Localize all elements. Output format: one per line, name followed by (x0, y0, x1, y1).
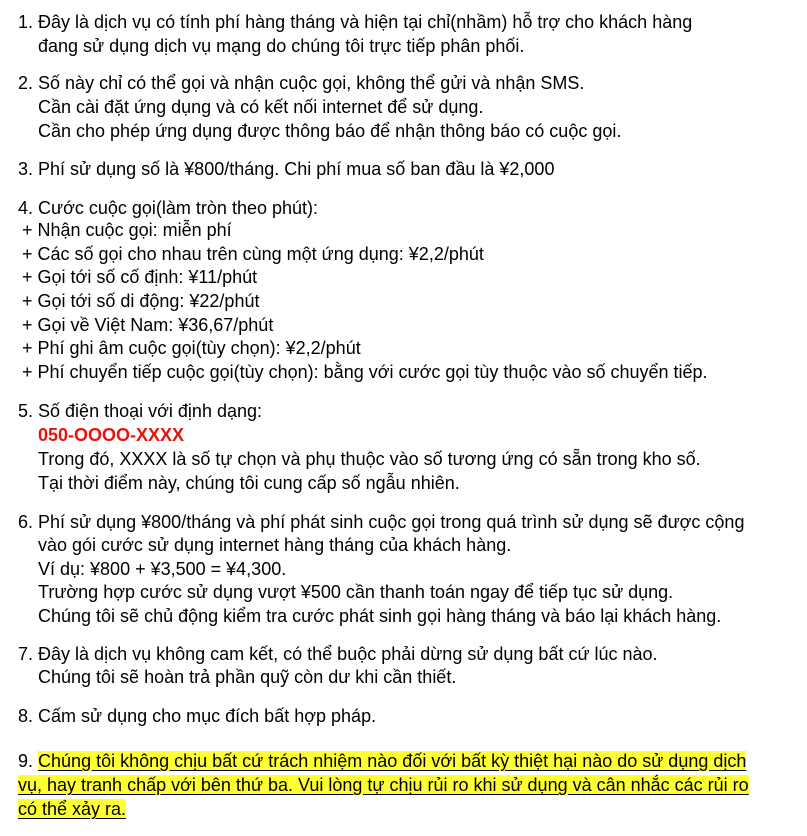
item-5-number: 5. (18, 401, 34, 421)
item-7-line-2: Chúng tôi sẽ hoàn trả phần quỹ còn dư khi cần thiết. (38, 667, 457, 687)
item-8-text: Cấm sử dụng cho mục đích bất hợp pháp. (38, 706, 377, 726)
item-7-number: 7. (18, 644, 34, 664)
item-8-line-1 (18, 704, 376, 728)
item-9-number: 9. (18, 751, 34, 771)
item-4-bullet-5: + Gọi về Việt Nam: ¥36,67/phút (22, 315, 274, 335)
item-9-line-1 (18, 749, 746, 773)
item-9-line-3 (18, 797, 126, 821)
item-1-line-1 (18, 10, 692, 34)
item-6-line-5: Chúng tôi sẽ chủ động kiểm tra cước phát sinh gọi hàng tháng và báo lại khách hàng. (38, 606, 722, 626)
item-4-bullet-4: + Gọi tới số di động: ¥22/phút (22, 291, 260, 311)
item-9-line-2 (18, 773, 749, 797)
item-3-text: Phí sử dụng số là ¥800/tháng. Chi phí mua số ban đầu là ¥2,000 (38, 159, 555, 179)
item-4-number: 4. (18, 198, 34, 218)
item-6-line-1 (18, 510, 744, 534)
item-4-line-1 (18, 196, 318, 220)
item-8-number: 8. (18, 706, 34, 726)
item-5-line-3: Trong đó, XXXX là số tự chọn và phụ thuộc vào số tương ứng có sẵn trong kho số. (38, 449, 701, 469)
item-4-bullet-1: + Nhận cuộc gọi: miễn phí (22, 220, 232, 240)
item-6-number: 6. (18, 512, 34, 532)
item-4-bullet-6: + Phí ghi âm cuộc gọi(tùy chọn): ¥2,2/phút (22, 338, 361, 358)
phone-format-code: 050-OOOO-XXXX (38, 425, 185, 445)
item-7-text: Đây là dịch vụ không cam kết, có thể buộc phải dừng sử dụng bất cứ lúc nào. (38, 644, 658, 664)
item-2-line-3: Cần cho phép ứng dụng được thông báo để nhận thông báo có cuộc gọi. (38, 121, 622, 141)
disclaimer-highlight-2: vụ, hay tranh chấp với bên thứ ba. Vui lòng tự chịu rủi ro khi sử dụng và cân nhắc các rủi ro (18, 775, 749, 795)
item-6-line-4: Trường hợp cước sử dụng vượt ¥500 cần thanh toán ngay để tiếp tục sử dụng. (38, 582, 674, 602)
item-6-text: Phí sử dụng ¥800/tháng và phí phát sinh cuộc gọi trong quá trình sử dụng sẽ được cộng (38, 512, 745, 532)
item-1-line-2: đang sử dụng dịch vụ mạng do chúng tôi trực tiếp phân phối. (38, 36, 525, 56)
item-5-text: Số điện thoại với định dạng: (38, 401, 262, 421)
item-2-line-2: Cần cài đặt ứng dụng và có kết nối internet để sử dụng. (38, 97, 484, 117)
item-2-number: 2. (18, 73, 34, 93)
item-7-line-1 (18, 642, 658, 666)
item-1-number: 1. (18, 12, 34, 32)
item-5-line-4: Tại thời điểm này, chúng tôi cung cấp số ngẫu nhiên. (38, 473, 460, 493)
item-4-text: Cước cuộc gọi(làm tròn theo phút): (38, 198, 319, 218)
item-6-line-3: Ví dụ: ¥800 + ¥3,500 = ¥4,300. (38, 559, 287, 579)
item-4-bullet-3: + Gọi tới số cố định: ¥11/phút (22, 267, 258, 287)
item-3-line-1 (18, 157, 554, 181)
item-2-text: Số này chỉ có thể gọi và nhận cuộc gọi, không thể gửi và nhận SMS. (38, 73, 585, 93)
item-1-text: Đây là dịch vụ có tính phí hàng tháng và hiện tại chỉ(nhầm) hỗ trợ cho khách hàng (38, 12, 693, 32)
item-4-bullet-2: + Các số gọi cho nhau trên cùng một ứng dụng: ¥2,2/phút (22, 244, 484, 264)
item-3-number: 3. (18, 159, 34, 179)
item-4-bullet-7: + Phí chuyển tiếp cuộc gọi(tùy chọn): bằng với cước gọi tùy thuộc vào số chuyển tiếp. (22, 362, 708, 382)
disclaimer-highlight-1: Chúng tôi không chịu bất cứ trách nhiệm nào đối với bất kỳ thiệt hại nào do sử dụng dịch (38, 751, 747, 771)
item-2-line-1 (18, 71, 584, 95)
disclaimer-highlight-3: có thể xảy ra. (18, 799, 127, 819)
item-6-line-2: vào gói cước sử dụng internet hàng tháng của khách hàng. (38, 535, 512, 555)
item-5-line-1 (18, 399, 262, 423)
